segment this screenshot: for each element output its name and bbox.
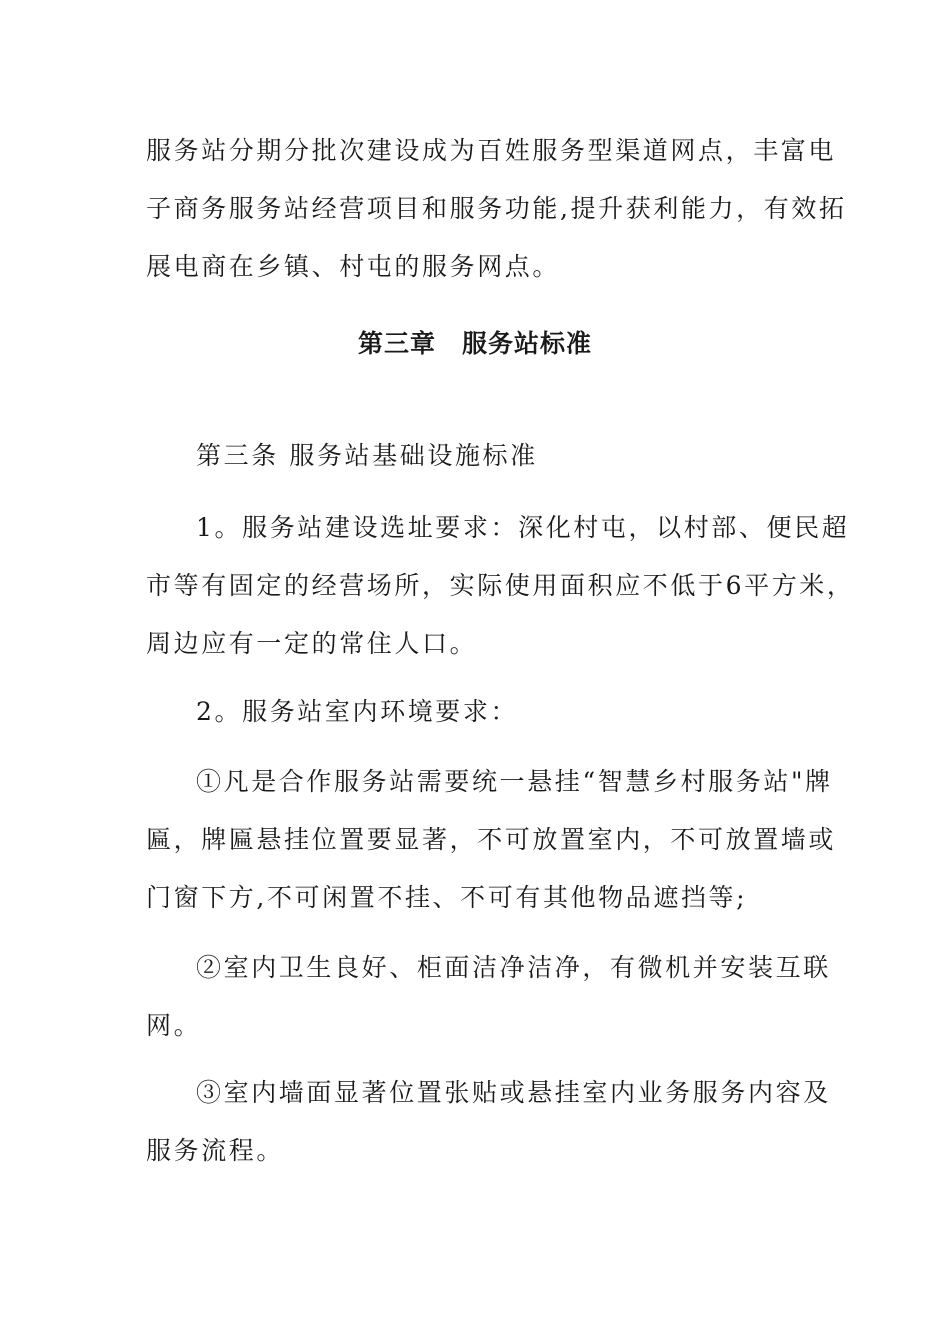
sub3-line-2: 服务流程。 [146,1136,285,1165]
sub3-line-1: ③室内墙面显著位置张贴或悬挂室内业务服务内容及 [196,1078,831,1107]
item1-line-1: 1。服务站建设选址要求：深化村屯，以村部、便民超 [196,513,850,542]
intro-line-3: 展电商在乡镇、村屯的服务网点。 [146,252,561,281]
sub2-line-2: 网。 [146,1011,202,1040]
sub2-line-1: ②室内卫生良好、柜面洁净洁净，有微机并安装互联 [196,953,831,982]
sub1-line-1: ①凡是合作服务站需要统一悬挂“智慧乡村服务站"牌 [196,767,833,796]
intro-line-2: 子商务服务站经营项目和服务功能,提升获利能力，有效拓 [146,194,847,223]
item1-line-3: 周边应有一定的常住人口。 [146,629,478,658]
chapter-title: 第三章 服务站标准 [357,329,592,358]
item1-line-2: 市等有固定的经营场所，实际使用面积应不低于6平方米， [146,571,855,600]
sub1-line-2: 匾，牌匾悬挂位置要显著，不可放置室内，不可放置墙或 [146,825,837,854]
intro-line-1: 服务站分期分批次建设成为百姓服务型渠道网点，丰富电 [146,136,837,165]
item2-line: 2。服务站室内环境要求： [196,697,519,726]
article-title: 第三条 服务站基础设施标准 [196,441,538,470]
sub1-line-3: 门窗下方,不可闲置不挂、不可有其他物品遮挡等; [146,883,748,912]
